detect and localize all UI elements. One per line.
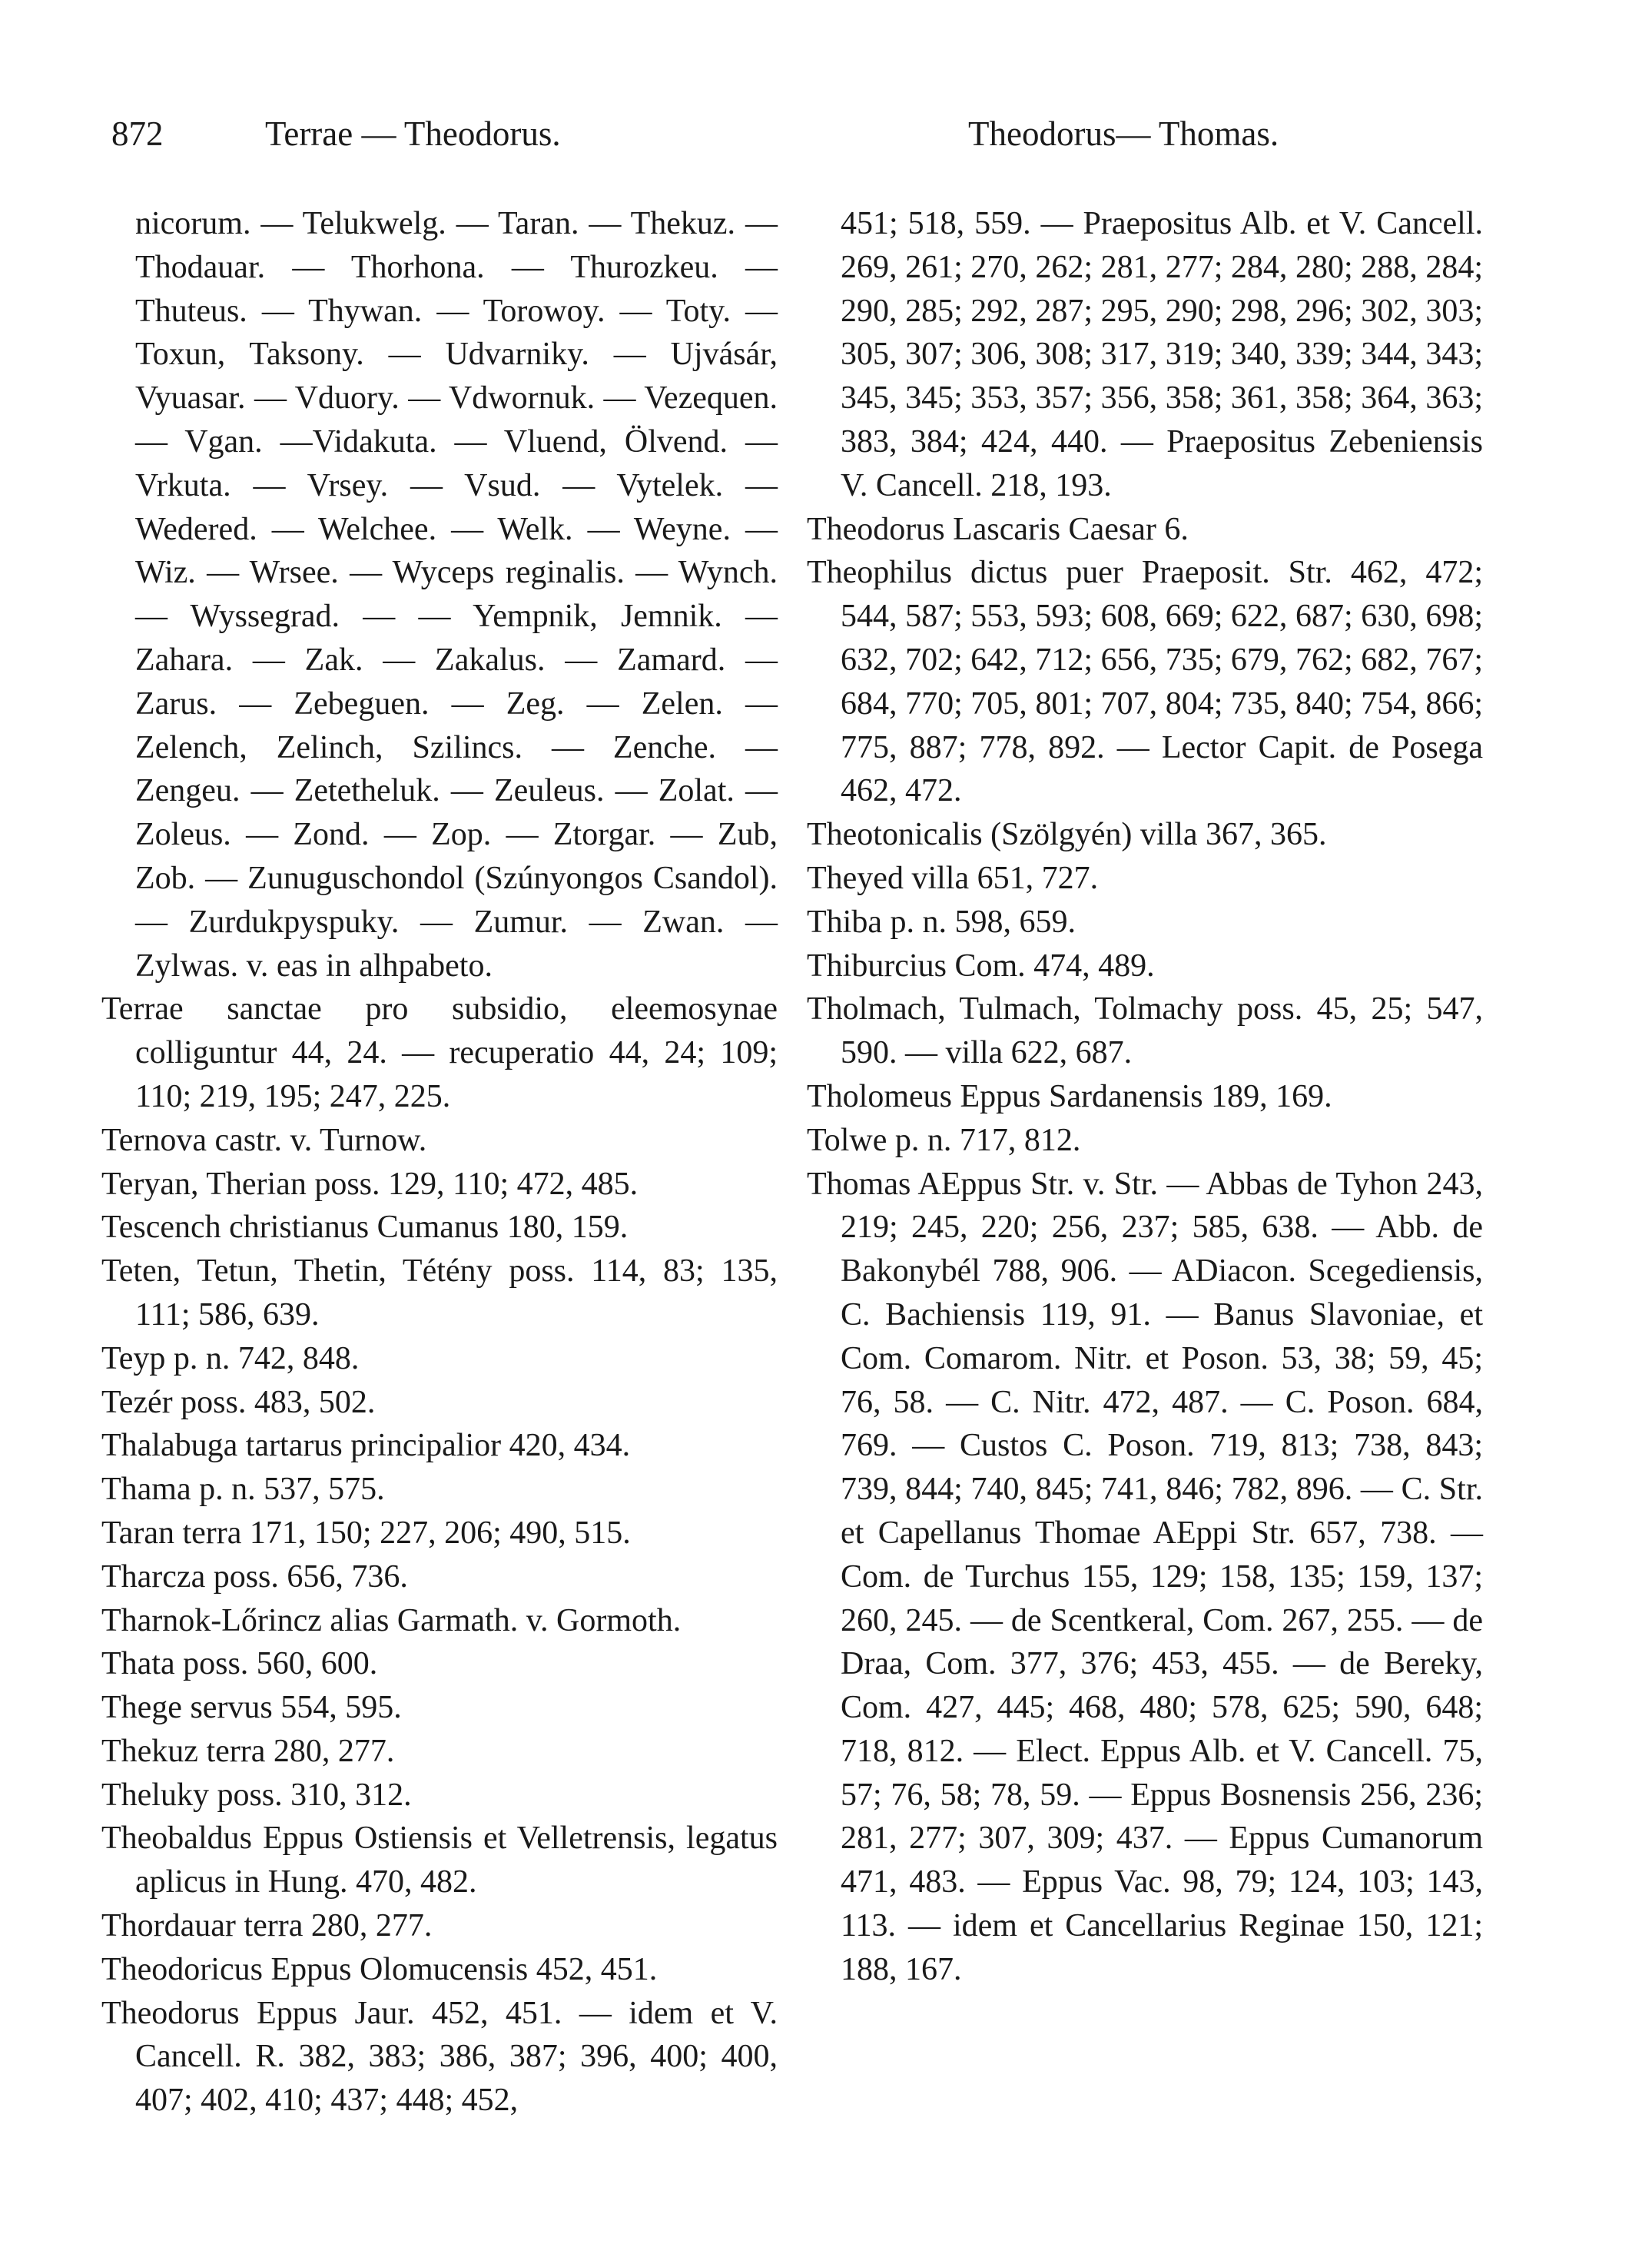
index-entry: Theyed villa 651, 727. (807, 860, 1099, 896)
index-entry: Teyp p. n. 742, 848. (101, 1340, 360, 1376)
index-entry: Thiburcius Com. 474, 489. (807, 948, 1155, 984)
index-entry: Theobaldus Eppus Ostiensis et Velletrensis, legatus aplicus in Hung. 470, 482. (101, 1821, 778, 1900)
index-entry: Thomas AEppus Str. v. Str. — Abbas de Tyhon 243, 219; 245, 220; 256, 237; 585, 638. — Abb. de Bakonybél 788, 906. — ADiacon. Scegediensis, C. Bachiensis 119, 91. — Banus Slavoniae, et Com. Comarom. Nitr. et Poson. 53, 38; 59, 45; 76, 58. — C. Nitr. 472, 487. — C. Poson. 684, 769. — Custos C. Poson. 719, 813; 738, 843; 739, 844; 740, 845; 741, 846; 782, 896. — C. Str. et Capellanus Thomae AEppi Str. 657, 738. — Com. de Turchus 155, 129; 158, 135; 159, 137; 260, 245. — de Scentkeral, Com. 267, 255. — de Draa, Com. 377, 376; 453, 455. — de Bereky, Com. 427, 445; 468, 480; 578, 625; 590, 648; 718, 812. — Elect. Eppus Alb. et V. Cancell. 75, 57; 76, 58; 78, 59. — Eppus Bosnensis 256, 236; 281, 277; 307, 309; 437. — Eppus Cumanorum 471, 483. — Eppus Vac. 98, 79; 124, 103; 143, 113. — idem et Cancellarius Reginae 150, 121; 188, 167. (807, 1166, 1483, 1987)
index-entry: Thama p. n. 537, 575. (101, 1472, 385, 1508)
page-header (0, 114, 1652, 175)
index-entry: Tezér poss. 483, 502. (101, 1384, 376, 1420)
index-entry: Thalabuga tartarus principalior 420, 434. (101, 1428, 631, 1464)
index-entry: Theodorus Lascaris Caesar 6. (807, 511, 1189, 547)
index-entry: Theodoricus Eppus Olomucensis 452, 451. (101, 1951, 658, 1987)
index-entry: Terrae sanctae pro subsidio, eleemosynae colliguntur 44, 24. — recuperatio 44, 24; 109; 110; 219, 195; 247, 225. (101, 991, 778, 1114)
index-entry: Theotonicalis (Szölgyén) villa 367, 365. (807, 817, 1327, 853)
index-entry: Teryan, Therian poss. 129, 110; 472, 485. (101, 1166, 639, 1202)
index-entry: Tharcza poss. 656, 736. (101, 1558, 408, 1595)
index-entry: Theophilus dictus puer Praeposit. Str. 462, 472; 544, 587; 553, 593; 608, 669; 622, 687; 630, 698; 632, 702; 642, 712; 656, 735; 679, 762; 682, 767; 684, 770; 705, 801; 707, 804; 735, 840; 754, 866; 775, 887; 778, 892. — Lector Capit. de Posega 462, 472. (807, 555, 1483, 809)
index-entry: Ternova castr. v. Turnow. (101, 1122, 427, 1158)
index-entry: Taran terra 171, 150; 227, 206; 490, 515. (101, 1515, 631, 1551)
right-running-head: Theodorus— Thomas. (968, 115, 1279, 153)
index-entry: Tolwe p. n. 717, 812. (807, 1122, 1081, 1158)
index-entry: Tholomeus Eppus Sardanensis 189, 169. (807, 1078, 1332, 1114)
index-entry: Thiba p. n. 598, 659. (807, 904, 1076, 940)
index-entry: Tescench christianus Cumanus 180, 159. (101, 1210, 629, 1246)
index-entry: Tharnok-Lőrincz alias Garmath. v. Gormoth. (101, 1602, 682, 1638)
index-entry: Theodorus Eppus Jaur. 452, 451. — idem et V. Cancell. R. 382, 383; 386, 387; 396, 400; 400, 407; 402, 410; 437; 448; 452, (101, 1995, 778, 2119)
index-entry: Thekuz terra 280, 277. (101, 1733, 395, 1769)
index-entry: Thege servus 554, 595. (101, 1690, 402, 1726)
left-running-head: Terrae — Theodorus. (265, 115, 561, 153)
left-column (101, 202, 778, 2123)
index-entry: Thata poss. 560, 600. (101, 1646, 378, 1682)
index-entry: Theluky poss. 310, 312. (101, 1777, 412, 1813)
page-number: 872 (111, 115, 164, 153)
index-entry-continuation: 451; 518, 559. — Praepositus Alb. et V. Cancell. 269, 261; 270, 262; 281, 277; 284, 280; 288, 284; 290, 285; 292, 287; 295, 290; 298, 296; 302, 303; 305, 307; 306, 308; 317, 319; 340, 339; 344, 343; 345, 345; 353, 357; 356, 358; 361, 358; 364, 363; 383, 384; 424, 440. — Praepositus Zebeniensis V. Cancell. 218, 193. (841, 206, 1483, 503)
index-entry: Tholmach, Tulmach, Tolmachy poss. 45, 25; 547, 590. — villa 622, 687. (807, 991, 1483, 1071)
index-entry: Thordauar terra 280, 277. (101, 1908, 433, 1944)
index-entry-continuation: nicorum. — Telukwelg. — Taran. — Thekuz. — Thodauar. — Thorhona. — Thurozkeu. — Thuteus. — Thywan. — Torowoy. — Toty. — Toxun, Taksony. — Udvarniky. — Ujvásár, Vyuasar. — Vduory. — Vdwornuk. — Vezequen. — Vgan. —Vidakuta. — Vluend, Ölvend. — Vrkuta. — Vrsey. — Vsud. — Vytelek. — Wedered. — Welchee. — Welk. — Weyne. — Wiz. — Wrsee. — Wyceps reginalis. — Wynch. — Wyssegrad. — — Yempnik, Jemnik. — Zahara. — Zak. — Zakalus. — Zamard. — Zarus. — Zebeguen. — Zeg. — Zelen. — Zelench, Zelinch, Szilincs. — Zenche. — Zengeu. — Zetetheluk. — Zeuleus. — Zolat. — Zoleus. — Zond. — Zop. — Ztorgar. — Zub, Zob. — Zunuguschondol (Szúnyongos Csandol). — Zurdukpyspuky. — Zumur. — Zwan. — Zylwas. v. eas in alhpabeto. (135, 206, 778, 984)
index-entry: Teten, Tetun, Thetin, Tétény poss. 114, 83; 135, 111; 586, 639. (101, 1253, 778, 1333)
right-column (807, 202, 1483, 1992)
